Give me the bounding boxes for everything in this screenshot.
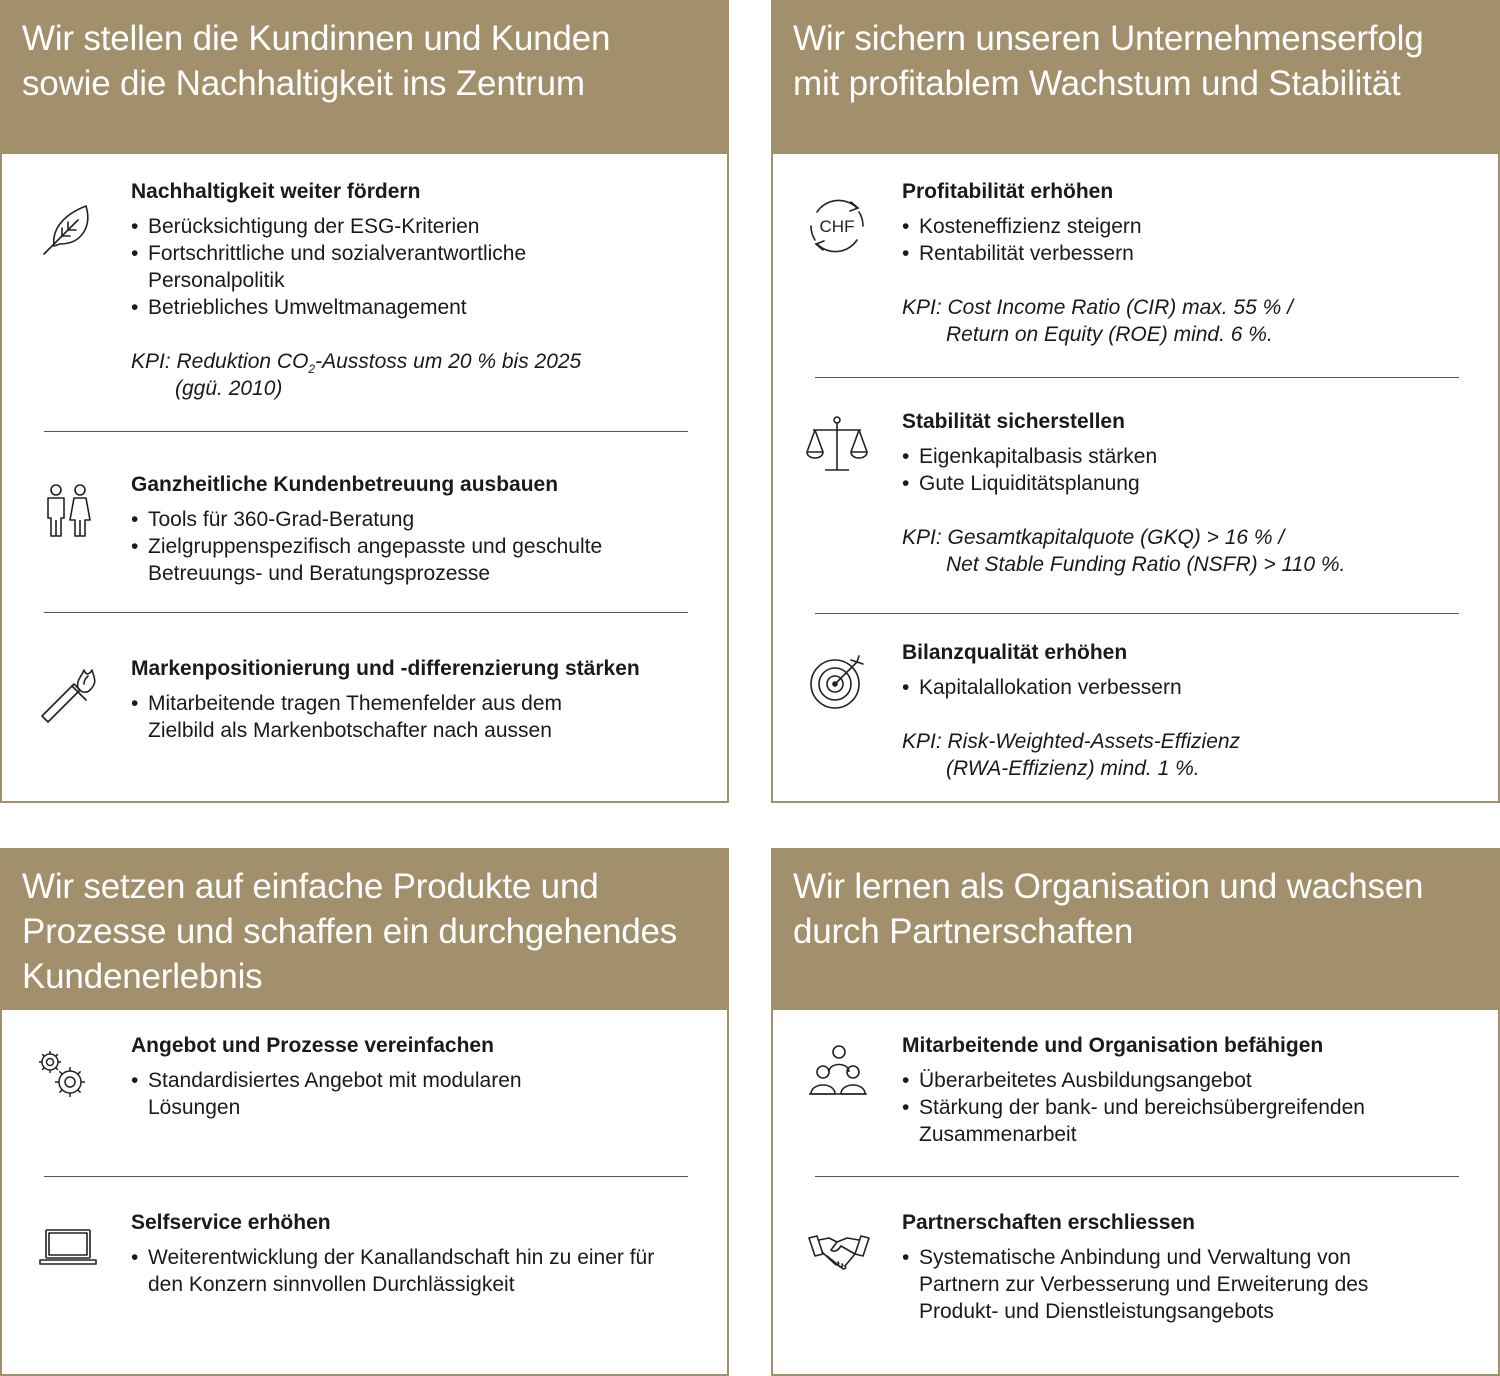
handshake-icon [807, 1222, 871, 1286]
panel-header [2, 2, 727, 154]
kpi-line2: (ggü. 2010) [175, 377, 283, 400]
chf-cycle-icon [805, 194, 869, 258]
panel-title: Wir stellen die Kundinnen und Kunden sowie die Nachhaltigkeit ins Zentrum [22, 19, 611, 103]
divider [815, 1176, 1459, 1177]
bullet-list [902, 1067, 1472, 1148]
panel-title: Wir sichern unseren Unternehmenserfolg mit profitablem Wachstum und Stabilität [793, 19, 1424, 103]
kpi-text [902, 294, 1472, 348]
bullet-item: • Fortschrittliche und sozialverantwortliche Personalpolitik [131, 240, 588, 294]
panel-header [2, 850, 727, 1010]
bullet-list [902, 443, 1472, 497]
divider [44, 431, 688, 432]
target-icon [805, 648, 869, 712]
team-icon [807, 1042, 871, 1106]
section-text [902, 1032, 1472, 1148]
section-title: Angebot und Prozesse vereinfachen [131, 1034, 494, 1057]
kpi-line2: Return on Equity (ROE) mind. 6 %. [946, 323, 1273, 346]
section-text [131, 471, 701, 587]
bullet-item: • Systematische Anbindung und Verwaltung von Partnern zur Verbesserung und Erweiterung des Produkt- und Dienstleistungsangebots [902, 1244, 1419, 1325]
bullet-list [131, 690, 711, 744]
bullet-item: • Kosteneffizienz steigern [902, 213, 1472, 240]
bullet-item: • Eigenkapitalbasis stärken [902, 443, 1472, 470]
bullet-item: • Stärkung der bank- und bereichsübergreifenden Zusammenarbeit [902, 1094, 1419, 1148]
kpi-prefix: KPI: Reduktion CO [131, 350, 309, 373]
kpi-line2: Net Stable Funding Ratio (NSFR) > 110 %. [946, 553, 1346, 576]
chf-icon-label: CHF [819, 217, 855, 236]
section-title: Nachhaltigkeit weiter fördern [131, 180, 421, 203]
kpi-text [902, 728, 1472, 782]
bullet-list [131, 1244, 701, 1298]
panel-header [773, 2, 1498, 154]
section-text [131, 1209, 701, 1298]
divider [44, 612, 688, 613]
bullet-item: • Betriebliches Umweltmanagement [131, 294, 701, 321]
bullet-item: • Zielgruppenspezifisch angepasste und geschulte Betreuungs- und Beratungsprozesse [131, 533, 668, 587]
bullet-item: • Rentabilität verbessern [902, 240, 1472, 267]
panel-title: Wir lernen als Organisation und wachsen durch Partnerschaften [793, 867, 1424, 951]
kpi-subscript: 2 [308, 362, 316, 377]
section-title: Profitabilität erhöhen [902, 180, 1114, 203]
bullet-list [902, 213, 1472, 267]
bullet-item: • Überarbeitetes Ausbildungsangebot [902, 1067, 1472, 1094]
panel-success [771, 0, 1500, 803]
section-text [902, 178, 1472, 348]
kpi-line1: KPI: Gesamtkapitalquote (GKQ) > 16 % / [902, 526, 1285, 549]
bullet-item: • Tools für 360-Grad-Beratung [131, 506, 701, 533]
section-title: Bilanzqualität erhöhen [902, 641, 1128, 664]
bullet-list [131, 506, 701, 587]
divider [44, 1176, 688, 1177]
section-text [131, 1032, 701, 1121]
bullet-list [131, 213, 701, 321]
divider [815, 377, 1459, 378]
gears-icon [34, 1046, 98, 1110]
section-text [131, 655, 711, 744]
section-text [131, 178, 701, 402]
section-title: Ganzheitliche Kundenbetreuung ausbauen [131, 473, 559, 496]
section-title: Stabilität sicherstellen [902, 410, 1125, 433]
bullet-item: • Standardisiertes Angebot mit modularen Lösungen [131, 1067, 588, 1121]
laptop-icon [38, 1218, 102, 1282]
scales-icon [805, 414, 869, 478]
people-icon [38, 480, 102, 544]
torch-icon [38, 664, 102, 728]
kpi-text [902, 524, 1472, 578]
kpi-line1: KPI: Cost Income Ratio (CIR) max. 55 % / [902, 296, 1293, 319]
section-title: Markenpositionierung und -differenzierung stärken [131, 657, 640, 680]
bullet-item: • Berücksichtigung der ESG-Kriterien [131, 213, 701, 240]
panel-customers [0, 0, 729, 803]
panel-title: Wir setzen auf einfache Produkte und Prozesse und schaffen ein durchgehendes Kundenerlebnis [22, 867, 678, 996]
bullet-list [902, 674, 1472, 701]
section-title: Mitarbeitende und Organisation befähigen [902, 1034, 1324, 1057]
bullet-item: • Gute Liquiditätsplanung [902, 470, 1472, 497]
bullet-list [131, 1067, 701, 1121]
section-text [902, 639, 1472, 782]
section-text [902, 408, 1472, 578]
kpi-text [131, 348, 701, 402]
panel-organisation [771, 848, 1500, 1376]
kpi-suffix: -Ausstoss um 20 % bis 2025 [315, 350, 582, 373]
kpi-line2: (RWA-Effizienz) mind. 1 %. [946, 757, 1200, 780]
section-text [902, 1209, 1472, 1325]
section-title: Partnerschaften erschliessen [902, 1211, 1195, 1234]
divider [815, 613, 1459, 614]
panel-header [773, 850, 1498, 1010]
panel-products [0, 848, 729, 1376]
bullet-item: • Mitarbeitende tragen Themenfelder aus dem Zielbild als Markenbotschafter nach aussen [131, 690, 628, 744]
kpi-line1: KPI: Risk-Weighted-Assets-Effizienz [902, 730, 1241, 753]
bullet-item: • Weiterentwicklung der Kanallandschaft hin zu einer für den Konzern sinnvollen Durchlässigkeit [131, 1244, 688, 1298]
bullet-list [902, 1244, 1472, 1325]
section-title: Selfservice erhöhen [131, 1211, 331, 1234]
leaf-icon [38, 198, 102, 262]
bullet-item: • Kapitalallokation verbessern [902, 674, 1472, 701]
